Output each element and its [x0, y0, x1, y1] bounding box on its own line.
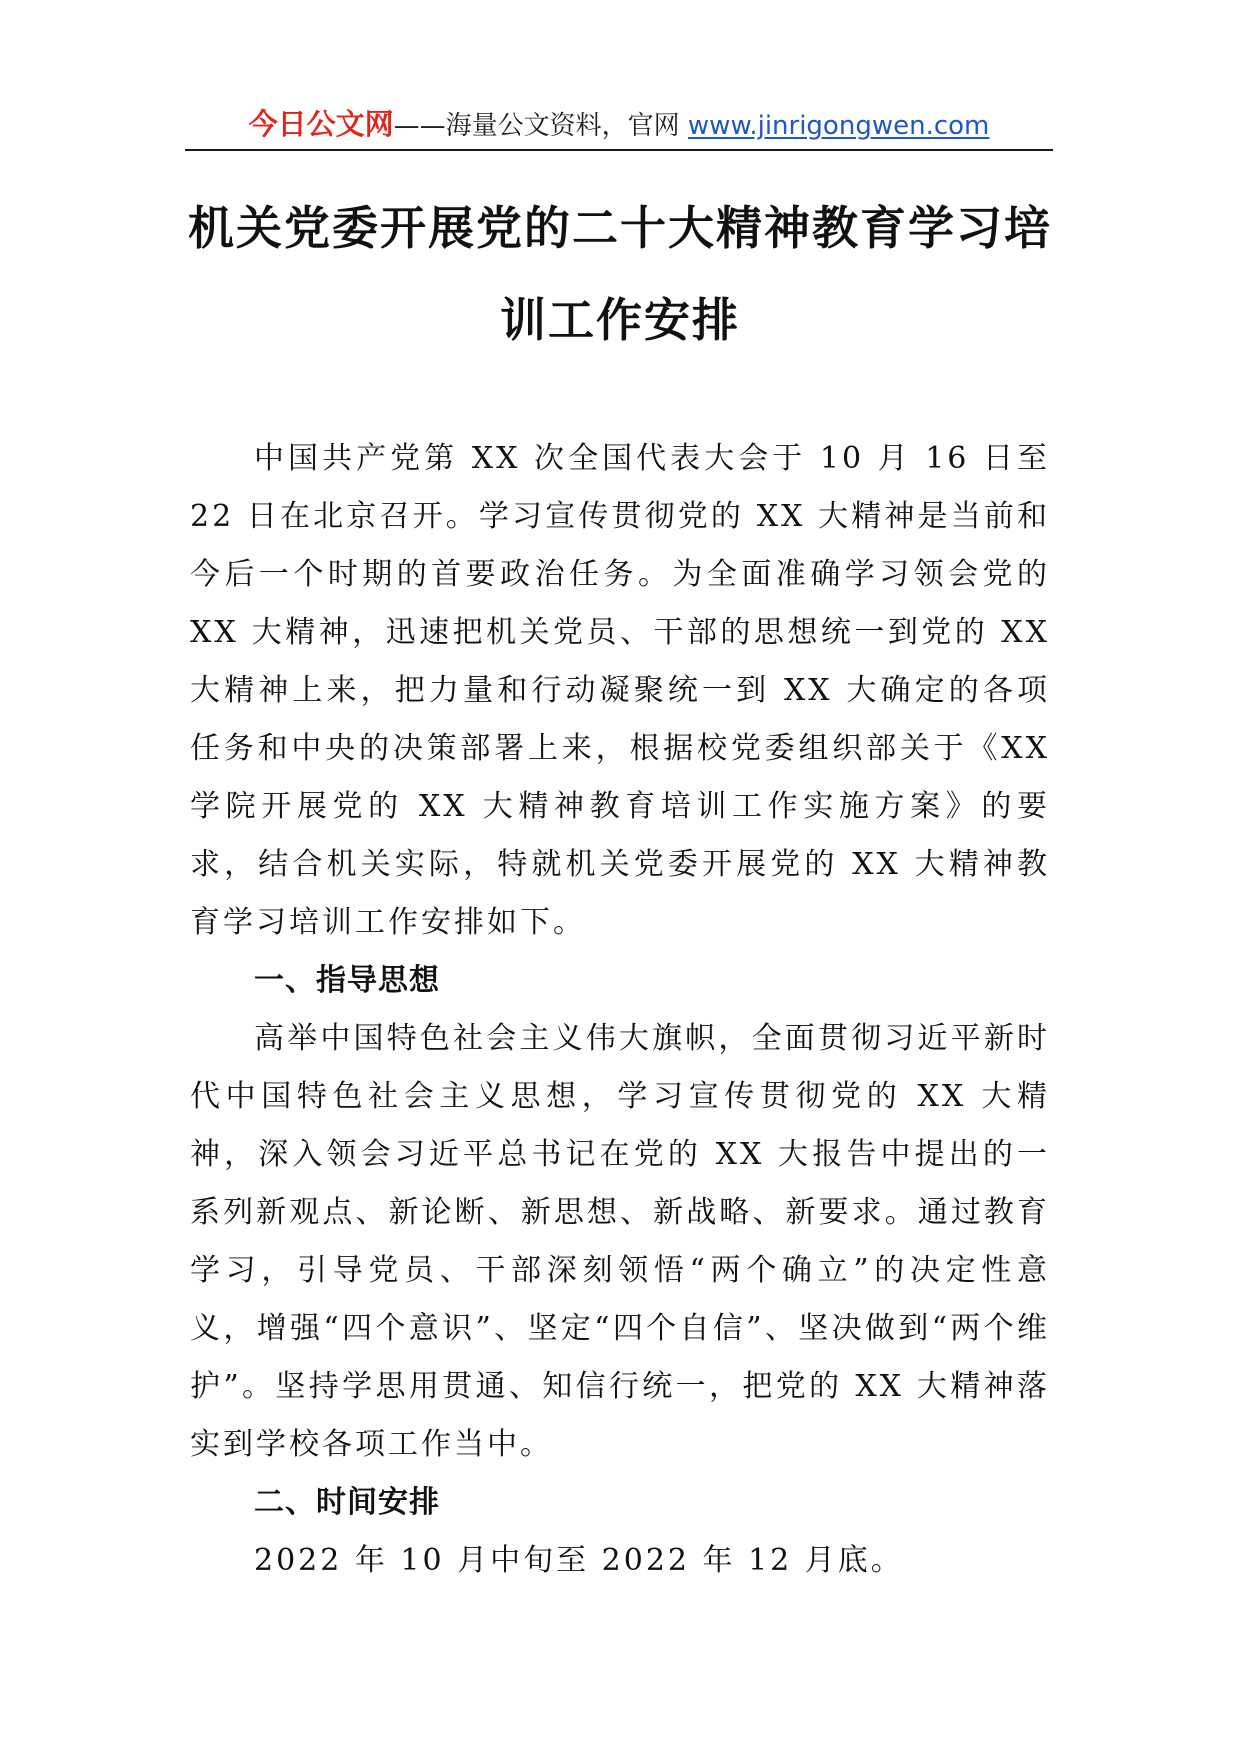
- header-line: [185, 107, 1053, 143]
- document-title: [185, 182, 1055, 366]
- title-line-1: 机关党委开展党的二十大精神教育学习培: [188, 201, 1052, 255]
- schedule-paragraph: 2022 年 10 月中旬至 2022 年 12 月底。: [254, 1543, 904, 1578]
- page-header: [185, 103, 1053, 151]
- title-line-2: 训工作安排: [500, 293, 740, 347]
- intro-paragraph: 中国共产党第 XX 次全国代表大会于 10 月 16 日至 22 日在北京召开。学习宣传贯彻党的 XX 大精神是当前和今后一个时期的首要政治任务。为全面准确学习领会党的 XX 大精神，迅速把机关党员、干部的思想统一到党的 XX 大精神上来，把力量和行动凝聚统一到 XX 大确定的各项任务和中央的决策部署上来，根据校党委组织部关于《XX 学院开展党的 XX 大精神教育培训工作实施方案》的要求，结合机关实际，特就机关党委开展党的 XX 大精神教育学习培训工作安排如下。: [190, 441, 1050, 940]
- section-heading-schedule: 二、时间安排: [254, 1485, 440, 1520]
- site-brand: 今日公文网: [248, 107, 394, 141]
- guiding-ideology-paragraph: 高举中国特色社会主义伟大旗帜，全面贯彻习近平新时代中国特色社会主义思想，学习宣传贯彻党的 XX 大精神，深入领会习近平总书记在党的 XX 大报告中提出的一系列新观点、新论断、新思想、新战略、新要求。通过教育学习，引导党员、干部深刻领悟“两个确立”的决定性意义，增强“四个意识”、坚定“四个自信”、坚决做到“两个维护”。坚持学思用贯通、知信行统一，把党的 XX 大精神落实到学校各项工作当中。: [190, 1021, 1050, 1462]
- site-url-link[interactable]: www.jinrigongwen.com: [687, 111, 990, 141]
- header-tagline: ——海量公文资料，官网: [393, 111, 688, 141]
- section-heading-guiding-ideology: 一、指导思想: [254, 963, 440, 998]
